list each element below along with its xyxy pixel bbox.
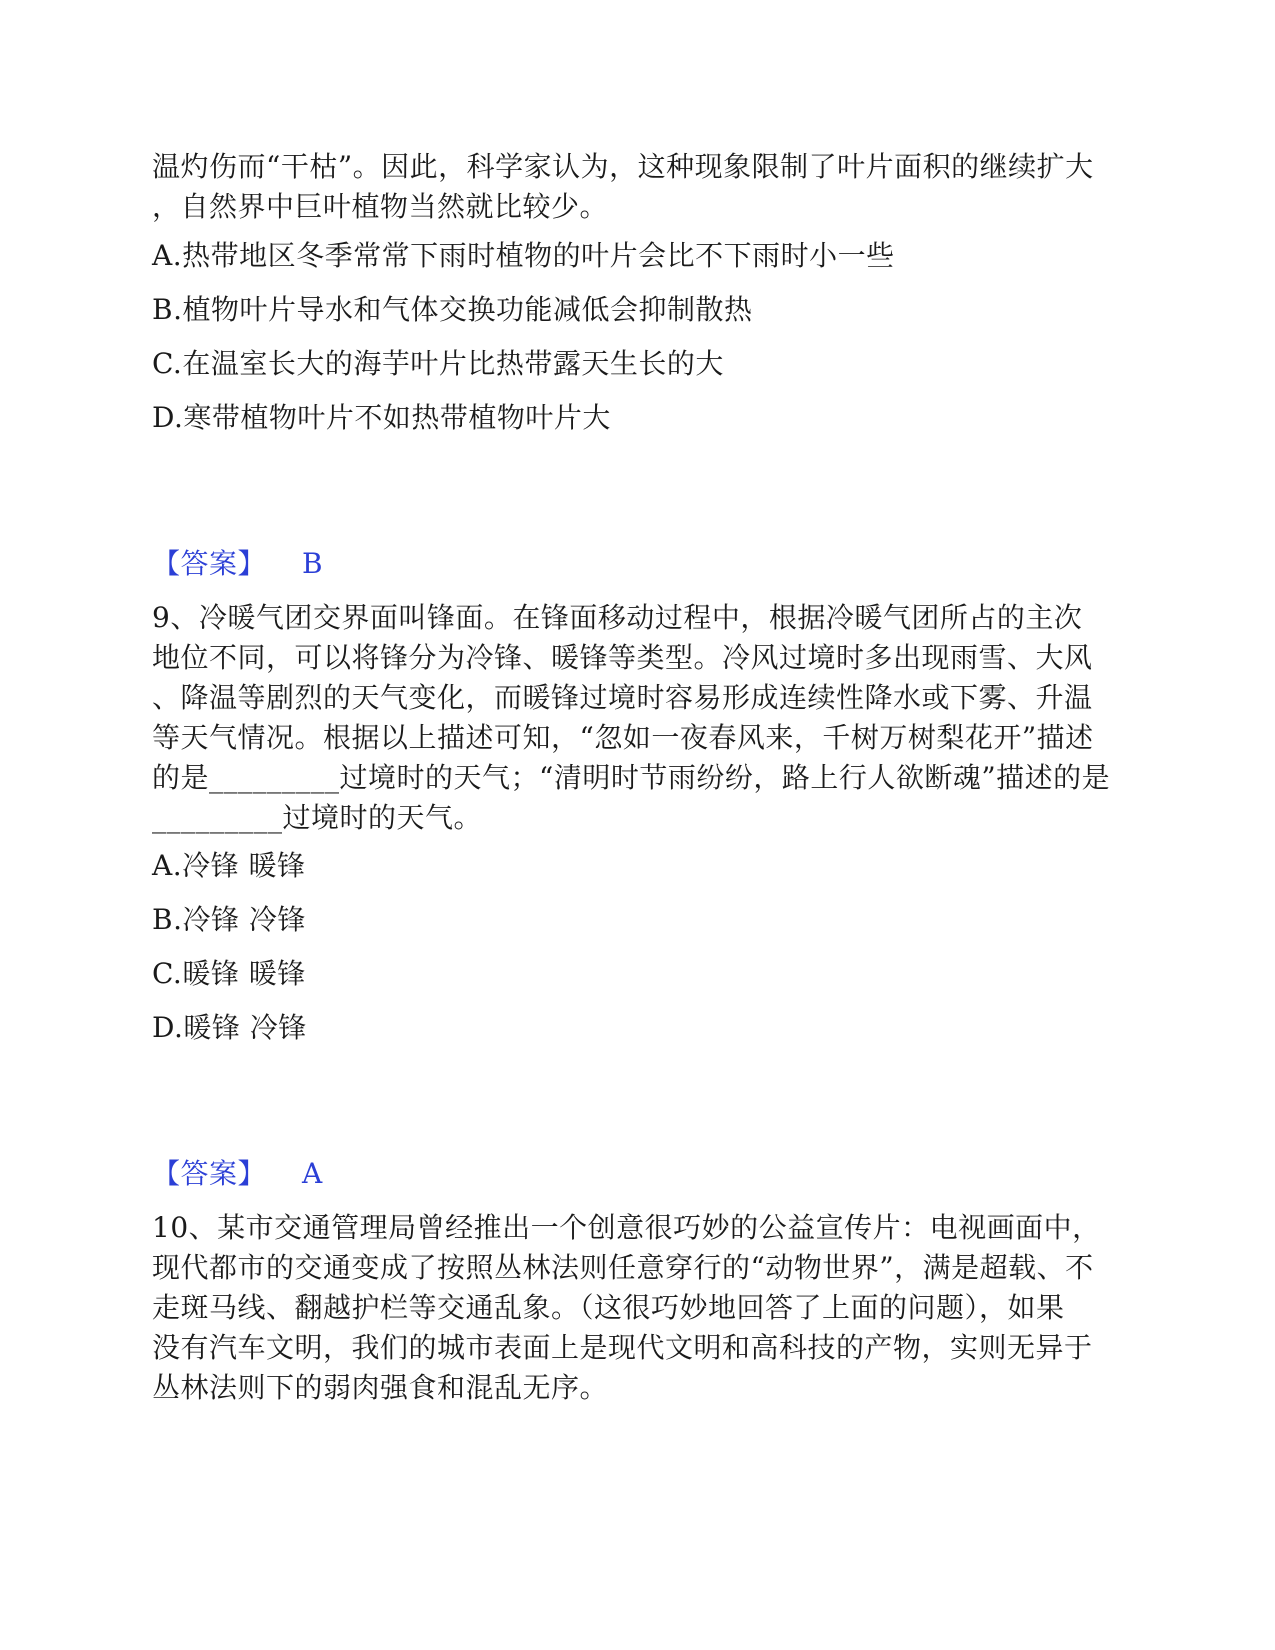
question-line: 没有汽车文明，我们的城市表面上是现代文明和高科技的产物，实则无异于 (152, 1331, 1093, 1364)
question-line: 9、冷暖气团交界面叫锋面。在锋面移动过程中，根据冷暖气团所占的主次 (152, 601, 1083, 634)
option-a: A.冷锋 暖锋 (152, 849, 306, 882)
option-c: C.暖锋 暖锋 (152, 957, 306, 990)
question-line: 地位不同，可以将锋分为冷锋、暖锋等类型。冷风过境时多出现雨雪、大风 (152, 641, 1093, 674)
answer-value: B (302, 547, 324, 580)
question-line: 走斑马线、翻越护栏等交通乱象。（这很巧妙地回答了上面的问题），如果 (152, 1291, 1065, 1324)
question-line: 的是_________过境时的天气；“清明时节雨纷纷，路上行人欲断魂”描述的是 (152, 761, 1111, 794)
option-b: B.冷锋 冷锋 (152, 903, 306, 936)
option-d: D.寒带植物叶片不如热带植物叶片大 (152, 401, 611, 434)
question-line: 丛林法则下的弱肉强食和混乱无序。 (152, 1371, 609, 1404)
option-d: D.暖锋 冷锋 (152, 1011, 307, 1044)
paragraph-line: 温灼伤而“干枯”。因此，科学家认为，这种现象限制了叶片面积的继续扩大 (152, 150, 1094, 183)
question-line: 10、某市交通管理局曾经推出一个创意很巧妙的公益宣传片：电视画面中， (152, 1211, 1101, 1244)
question-line: _________过境时的天气。 (152, 801, 483, 834)
question-line: 等天气情况。根据以上描述可知，“忽如一夜春风来，千树万树梨花开”描述 (152, 721, 1094, 754)
answer-label: 【答案】 (152, 1157, 267, 1190)
option-a: A.热带地区冬季常常下雨时植物的叶片会比不下雨时小一些 (152, 239, 895, 272)
answer-row (152, 1154, 323, 1194)
option-c: C.在温室长大的海芋叶片比热带露天生长的大 (152, 347, 724, 380)
option-b: B.植物叶片导水和气体交换功能减低会抑制散热 (152, 293, 753, 326)
answer-label: 【答案】 (152, 547, 267, 580)
question-line: 、降温等剧烈的天气变化，而暖锋过境时容易形成连续性降水或下雾、升温 (152, 681, 1093, 714)
paragraph-line: ，自然界中巨叶植物当然就比较少。 (152, 190, 609, 223)
answer-row (152, 544, 324, 584)
question-line: 现代都市的交通变成了按照丛林法则任意穿行的“动物世界”，满是超载、不 (152, 1251, 1094, 1284)
answer-value: A (302, 1157, 323, 1190)
